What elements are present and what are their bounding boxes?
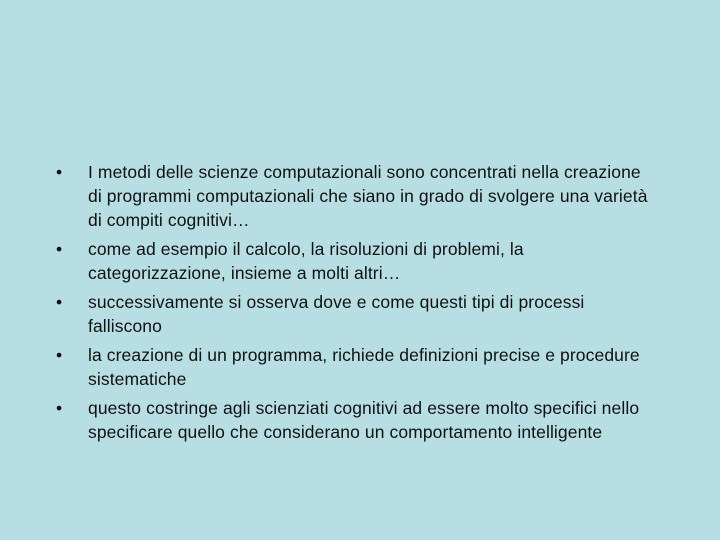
list-item xyxy=(56,237,656,285)
bullet-dot-icon: • xyxy=(56,398,63,418)
bullet-dot-icon: • xyxy=(56,239,63,259)
list-item xyxy=(56,290,656,338)
bullet-text: come ad esempio il calcolo, la risoluzioni di problemi, la categorizzazione, insieme a molti altri… xyxy=(88,239,524,283)
list-item xyxy=(56,160,656,232)
bullet-list xyxy=(56,160,656,449)
bullet-dot-icon: • xyxy=(56,162,63,182)
bullet-text: successivamente si osserva dove e come questi tipi di processi falliscono xyxy=(88,292,585,336)
bullet-dot-icon: • xyxy=(56,292,63,312)
bullet-text: questo costringe agli scienziati cognitivi ad essere molto specifici nello specificare quello che considerano un comportamento intelligente xyxy=(88,398,640,442)
list-item xyxy=(56,396,656,444)
bullet-dot-icon: • xyxy=(56,345,63,365)
list-item xyxy=(56,343,656,391)
bullet-text: I metodi delle scienze computazionali sono concentrati nella creazione di programmi computazionali che siano in grado di svolgere una varietà di compiti cognitivi… xyxy=(88,162,648,230)
bullet-text: la creazione di un programma, richiede definizioni precise e procedure sistematiche xyxy=(88,345,640,389)
